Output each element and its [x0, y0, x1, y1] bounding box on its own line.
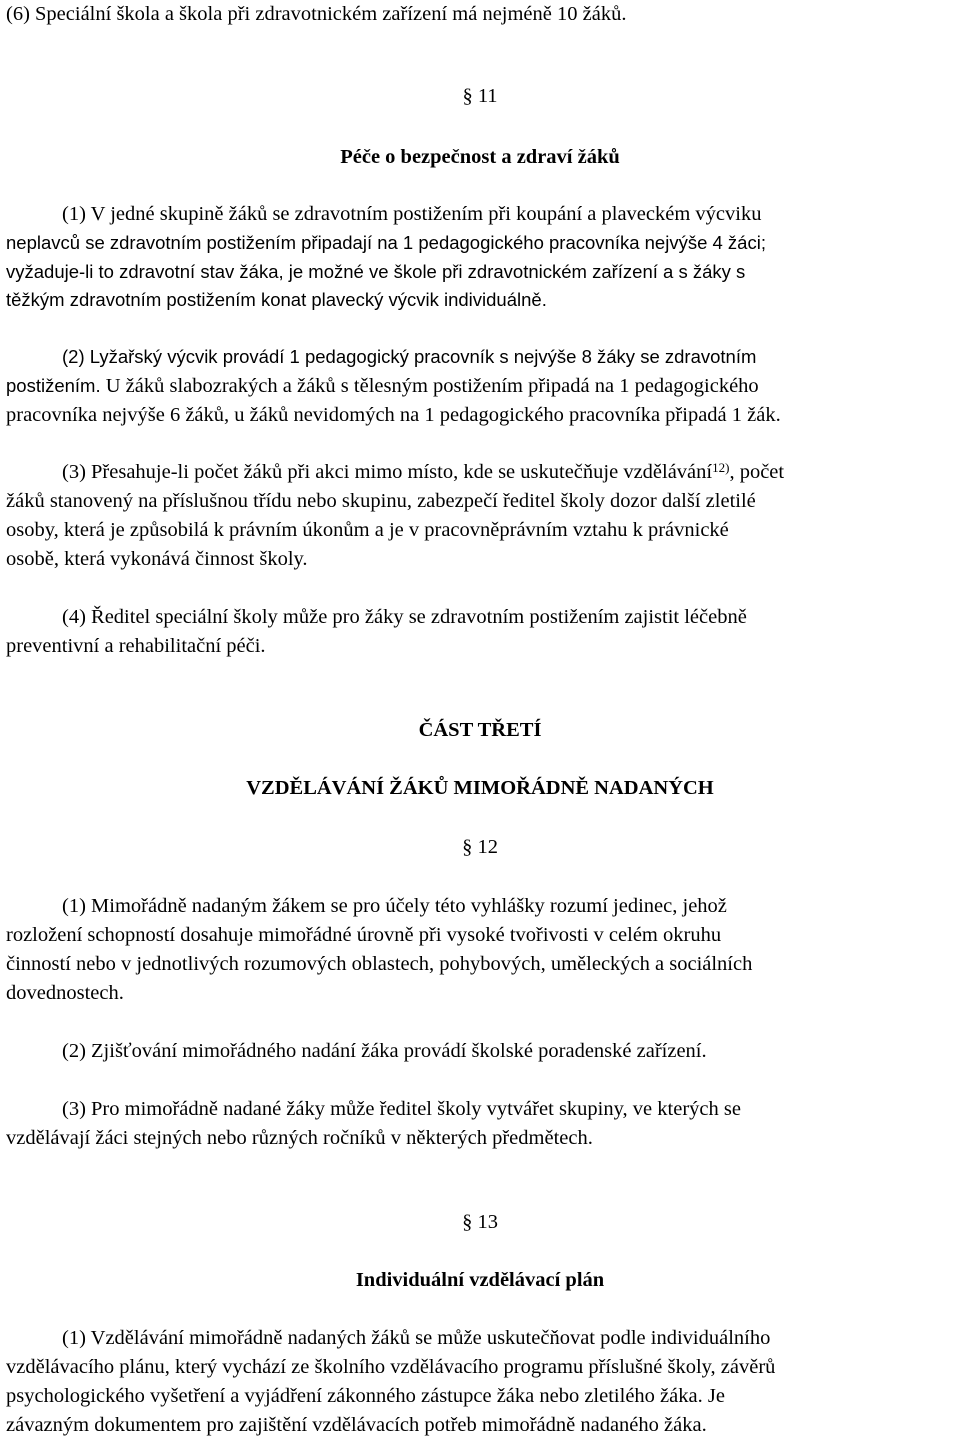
s12-p1-line4: dovednostech. — [6, 982, 124, 1004]
s11-p4-line1: (4) Ředitel speciální školy může pro žáky se zdravotním postižením zajistit léčebně — [62, 606, 747, 628]
s11-p3-line1 — [62, 460, 784, 484]
s11-p1-line4: těžkým zdravotním postižením konat plavecký výcvik individuálně. — [6, 289, 547, 310]
s12-p3-line2: vzdělávají žáci stejných nebo různých ročníků v některých předmětech. — [6, 1127, 593, 1149]
section-12-number: § 12 — [462, 836, 498, 858]
s13-p1-line3: psychologického vyšetření a vyjádření zákonného zástupce žáka nebo zletilého žáka. Je — [6, 1385, 725, 1407]
s11-p4-line2: preventivní a rehabilitační péči. — [6, 635, 266, 657]
s12-p1-line1: (1) Mimořádně nadaným žákem se pro účely této vyhlášky rozumí jedinec, jehož — [62, 895, 727, 917]
section-11-number: § 11 — [462, 85, 498, 107]
s11-p1-line3: vyžaduje-li to zdravotní stav žáka, je možné ve škole při zdravotnickém zařízení a s žáky s — [6, 261, 746, 282]
s12-p2: (2) Zjišťování mimořádného nadání žáka provádí školské poradenské zařízení. — [62, 1040, 707, 1062]
s11-p2-line2-b: U žáků slabozrakých a žáků s tělesným postižením připadá na 1 pedagogického — [100, 375, 759, 397]
s11-p3-line3: osoby, která je způsobilá k právním úkonům a je v pracovněprávním vztahu k právnické — [6, 519, 729, 541]
footnote-ref: 12) — [712, 460, 730, 475]
s11-p1-line1: (1) V jedné skupině žáků se zdravotním postižením při koupání a plaveckém výcviku — [62, 203, 762, 225]
s12-p3-line1: (3) Pro mimořádně nadané žáky může ředitel školy vytvářet skupiny, ve kterých se — [62, 1098, 741, 1120]
s13-p1-line2: vzdělávacího plánu, který vychází ze školního vzdělávacího programu příslušné školy, závěrů — [6, 1356, 776, 1378]
section-11-title: Péče o bezpečnost a zdraví žáků — [340, 146, 620, 168]
s11-p2-line2-a: postižením. — [6, 375, 101, 396]
s11-p3-line4: osobě, která vykonává činnost školy. — [6, 548, 308, 570]
s11-p3-line1-a: (3) Přesahuje-li počet žáků při akci mimo místo, kde se uskutečňuje vzdělávání — [62, 461, 713, 483]
s11-p2-line2 — [6, 374, 759, 398]
s13-p1-line1: (1) Vzdělávání mimořádně nadaných žáků se může uskutečňovat podle individuálního — [62, 1327, 771, 1349]
paragraph-6: (6) Speciální škola a škola při zdravotnickém zařízení má nejméně 10 žáků. — [6, 3, 627, 25]
s12-p1-line3: činností nebo v jednotlivých rozumových oblastech, pohybových, uměleckých a sociálních — [6, 953, 753, 975]
s11-p1-line2: neplavců se zdravotním postižením připadají na 1 pedagogického pracovníka nejvýše 4 žáci; — [6, 232, 766, 253]
s11-p3-line1-b: , počet — [729, 461, 785, 483]
s11-p2-line3: pracovníka nejvýše 6 žáků, u žáků nevidomých na 1 pedagogického pracovníka připadá 1 žák. — [6, 404, 781, 426]
section-13-number: § 13 — [462, 1211, 498, 1233]
part-title: ČÁST TŘETÍ — [418, 719, 542, 741]
part-subtitle: VZDĚLÁVÁNÍ ŽÁKŮ MIMOŘÁDNĚ NADANÝCH — [246, 777, 714, 799]
s12-p1-line2: rozložení schopností dosahuje mimořádné úrovně při vysoké tvořivosti v celém okruhu — [6, 924, 722, 946]
s11-p3-line2: žáků stanovený na příslušnou třídu nebo skupinu, zabezpečí ředitel školy dozor další zletilé — [6, 490, 756, 512]
section-13-title: Individuální vzdělávací plán — [355, 1269, 605, 1291]
s13-p1-line4: závazným dokumentem pro zajištění vzdělávacích potřeb mimořádně nadaného žáka. — [6, 1414, 707, 1436]
s11-p2-line1: (2) Lyžařský výcvik provádí 1 pedagogický pracovník s nejvýše 8 žáky se zdravotním — [62, 346, 757, 367]
